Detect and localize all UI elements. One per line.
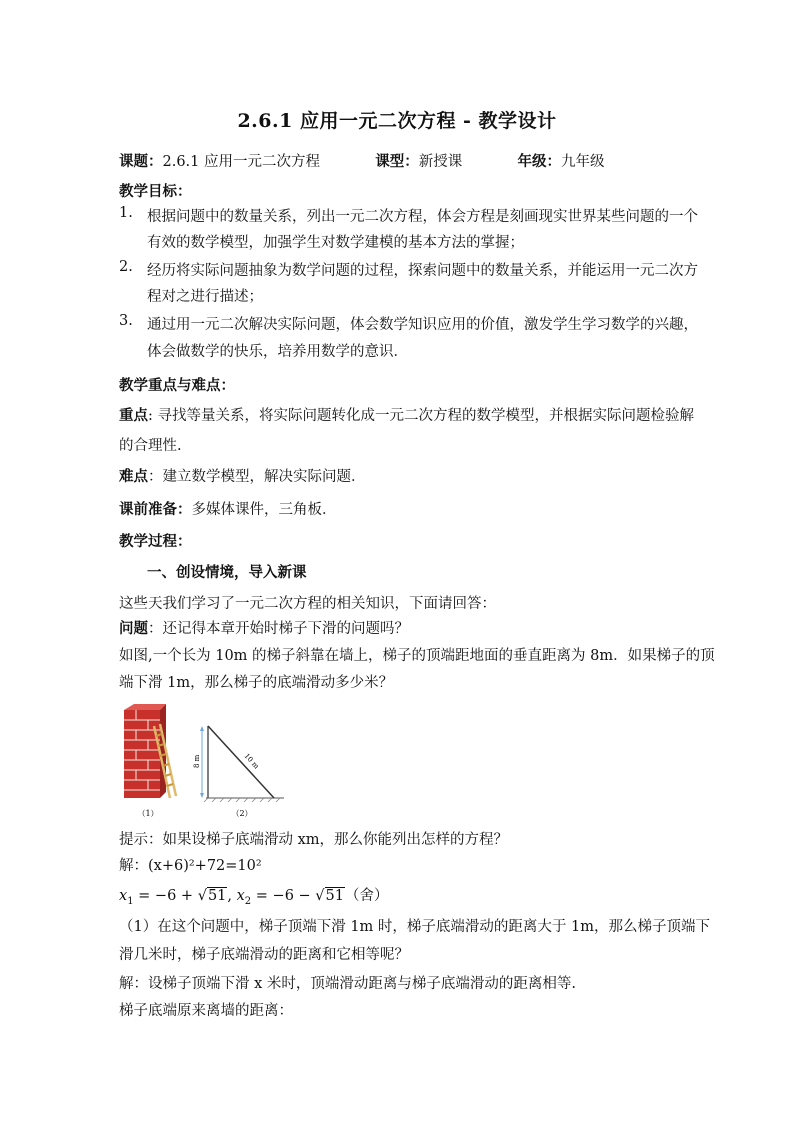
topic-label: 课题： bbox=[119, 153, 163, 170]
question-label: 问题 bbox=[119, 620, 148, 637]
focus-label: 重点 bbox=[119, 407, 148, 424]
roots-separator: , bbox=[227, 888, 237, 904]
objectives-heading: 教学目标： bbox=[119, 183, 192, 200]
keypoints-heading: 教学重点与难点： bbox=[119, 377, 235, 394]
question-line bbox=[119, 617, 409, 638]
document-title: 2.6.1 应用一元二次方程 - 教学设计 bbox=[237, 110, 557, 132]
brick-wall-image bbox=[124, 704, 176, 798]
focus-text: : 寻找等量关系，将实际问题转化成一元二次方程的数学模型，并根据实际问题检验解 bbox=[148, 408, 694, 424]
x1-variable: x bbox=[119, 888, 128, 904]
type-label: 课型： bbox=[375, 153, 419, 170]
grade-label: 年级： bbox=[517, 153, 561, 170]
objective-text: 经历将实际问题抽象为数学问题的过程，探索问题中的数量关系，并能运用一元二次方 bbox=[147, 263, 698, 279]
triangle-diagram bbox=[193, 726, 284, 802]
difficulty-line bbox=[119, 465, 366, 486]
solution2-label: 解： bbox=[119, 976, 148, 992]
focus-text-continued: 的合理性. bbox=[119, 438, 182, 454]
x1-radicand: 51 bbox=[207, 888, 227, 904]
sqrt-sign: √ bbox=[315, 888, 325, 904]
solution2-text: 设梯子顶端下滑 x 米时，顶端滑动距离与梯子底端滑动的距离相等. bbox=[148, 976, 577, 992]
question1-text-continued: 滑几米时，梯子底端滑动的距离和它相等呢？ bbox=[119, 947, 409, 963]
objective-number: 2. bbox=[119, 259, 133, 275]
x2-variable: x bbox=[236, 888, 245, 904]
difficulty-label: 难点 bbox=[119, 468, 148, 485]
focus-line bbox=[119, 404, 694, 425]
x2-subscript: 2 bbox=[244, 895, 252, 907]
section-heading: 一、创设情境，导入新课 bbox=[147, 564, 307, 581]
lesson-meta-row bbox=[119, 150, 604, 171]
objective-number: 1. bbox=[119, 205, 133, 221]
figure-caption-1: （1） bbox=[137, 809, 159, 818]
ladder-distance-text: 梯子底端原来离墙的距离： bbox=[119, 1003, 293, 1019]
objective-text: 根据问题中的数量关系，列出一元二次方程，体会方程是刻画现实世界某些问题的一个 bbox=[147, 209, 698, 225]
roots-line bbox=[119, 884, 389, 907]
objective-text: 通过用一元二次解决实际问题，体会数学知识应用的价值，激发学生学习数学的兴趣， bbox=[147, 317, 698, 333]
type-value: 新授课 bbox=[418, 154, 463, 170]
topic-value: 2.6.1 应用一元二次方程 bbox=[162, 154, 321, 170]
prep-label: 课前准备： bbox=[119, 501, 192, 518]
ladder-illustration bbox=[118, 704, 298, 822]
hint-text: 提示：如果设梯子底端滑动 xm，那么你能列出怎样的方程？ bbox=[119, 832, 509, 848]
ladder-figure bbox=[118, 704, 298, 822]
solution-line bbox=[119, 854, 262, 875]
figure-caption-2: （2） bbox=[231, 809, 253, 818]
objective-text: 有效的数学模型，加强学生对数学建模的基本方法的掌握； bbox=[147, 235, 524, 251]
sqrt-sign: √ bbox=[197, 888, 207, 904]
grade-value: 九年级 bbox=[560, 154, 605, 170]
question-text: ：还记得本章开始时梯子下滑的问题吗？ bbox=[148, 621, 409, 637]
objective-text: 程对之进行描述； bbox=[147, 289, 263, 305]
prep-line bbox=[119, 498, 337, 519]
x1-subscript: 1 bbox=[127, 895, 134, 907]
x2-rhs: = −6 − bbox=[255, 888, 316, 904]
objective-number: 3. bbox=[119, 313, 133, 329]
process-heading: 教学过程： bbox=[119, 533, 192, 550]
x2-radicand: 51 bbox=[325, 888, 344, 904]
intro-text: 这些天我们学习了一元二次方程的相关知识，下面请回答： bbox=[119, 596, 496, 612]
prep-text: 多媒体课件，三角板． bbox=[191, 502, 337, 518]
question1-text: （1）在这个问题中，梯子顶端下滑 1m 时，梯子底端滑动的距离大于 1m，那么梯子顶端下 bbox=[119, 919, 710, 935]
height-label: 8 m bbox=[193, 754, 201, 768]
hypotenuse-label: 10 m bbox=[242, 751, 261, 771]
problem-text: 如图,一个长为 10m 的梯子斜靠在墙上，梯子的顶端距地面的垂直距离为 8m．如果梯子的顶 bbox=[119, 648, 715, 664]
difficulty-text: ：建立数学模型，解决实际问题． bbox=[148, 469, 366, 485]
objective-text: 体会做数学的快乐，培养用数学的意识． bbox=[147, 344, 408, 360]
solution2-line bbox=[119, 972, 576, 993]
equation: (x+6)²+72=10² bbox=[148, 858, 262, 874]
rejected-note: （舍） bbox=[345, 888, 389, 904]
problem-text-continued: 端下滑 1m，那么梯子的底端滑动多少米？ bbox=[119, 675, 394, 691]
solution-label: 解： bbox=[119, 858, 148, 874]
x1-rhs: = −6 + bbox=[138, 888, 198, 904]
